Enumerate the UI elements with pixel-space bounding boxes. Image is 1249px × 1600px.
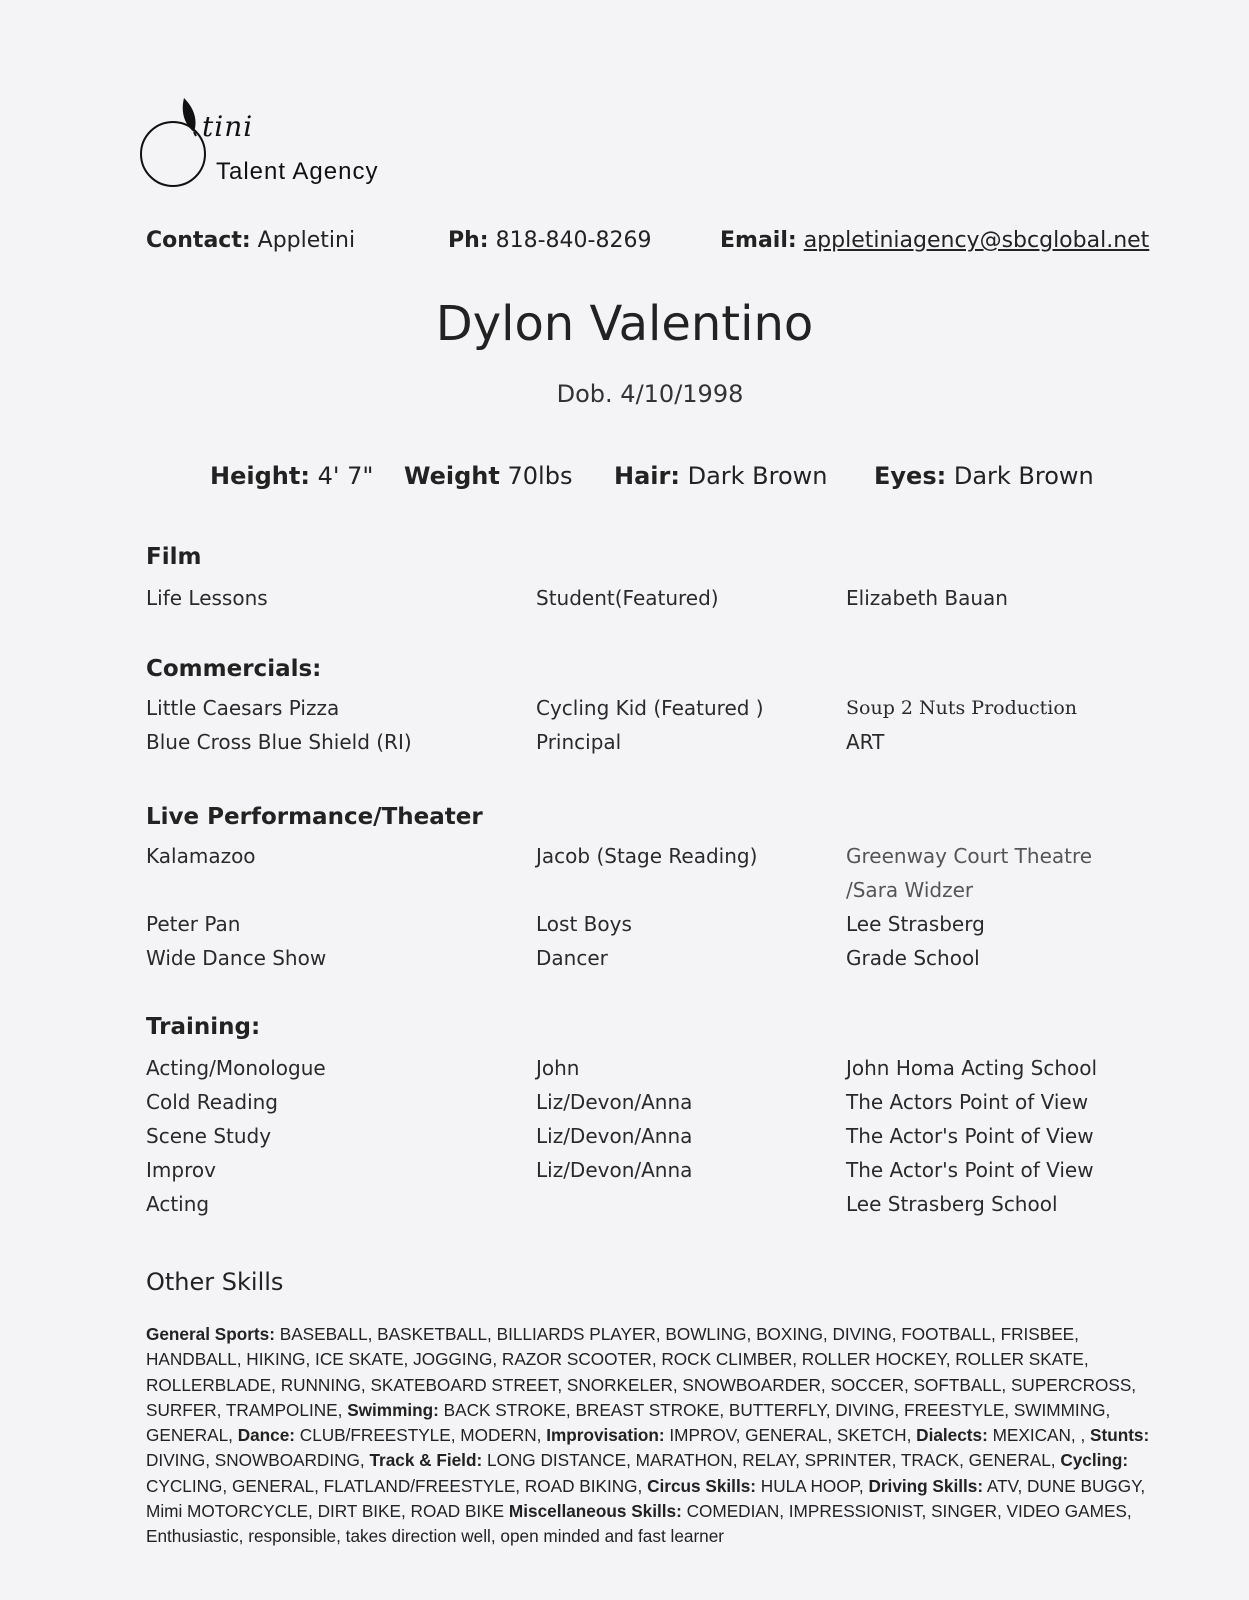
skills-paragraph bbox=[146, 1322, 1156, 1550]
phone-label: Ph: bbox=[448, 228, 489, 253]
weight-value: 70lbs bbox=[507, 462, 573, 490]
track-label: Track & Field: bbox=[369, 1450, 483, 1471]
training-subject: Improv bbox=[146, 1158, 216, 1182]
dialects-label: Dialects: bbox=[916, 1425, 988, 1446]
theater-company: Lee Strasberg bbox=[846, 912, 985, 936]
training-subject: Acting bbox=[146, 1192, 210, 1216]
training-school: The Actor's Point of View bbox=[846, 1158, 1094, 1182]
theater-company: Grade School bbox=[846, 946, 980, 970]
eyes-label: Eyes: bbox=[874, 462, 947, 490]
commercial-company: ART bbox=[846, 730, 885, 754]
commercial-title: Blue Cross Blue Shield (RI) bbox=[146, 730, 412, 754]
eyes-stat bbox=[874, 462, 1094, 490]
theater-role: Lost Boys bbox=[536, 912, 632, 936]
weight-stat bbox=[404, 462, 572, 490]
training-heading: Training: bbox=[146, 1014, 261, 1040]
cycling-label: Cycling: bbox=[1060, 1450, 1129, 1471]
driving-label: Driving Skills: bbox=[868, 1475, 984, 1496]
swimming-label: Swimming: bbox=[347, 1399, 439, 1420]
actor-name: Dylon Valentino bbox=[435, 296, 814, 352]
stunts-list: DIVING, SNOWBOARDING, bbox=[146, 1450, 365, 1471]
theater-heading: Live Performance/Theater bbox=[146, 804, 483, 830]
email-info bbox=[720, 228, 1149, 253]
apple-logo-icon bbox=[136, 92, 226, 202]
improvisation-list: IMPROV, GENERAL, SKETCH, bbox=[669, 1425, 912, 1446]
stunts-label: Stunts: bbox=[1090, 1425, 1150, 1446]
height-value: 4' 7" bbox=[317, 462, 374, 490]
commercial-title: Little Caesars Pizza bbox=[146, 696, 340, 720]
training-teacher: Liz/Devon/Anna bbox=[536, 1158, 693, 1182]
dialects-list: MEXICAN, , bbox=[992, 1425, 1086, 1446]
film-role: Student(Featured) bbox=[536, 586, 719, 610]
track-list: LONG DISTANCE, MARATHON, RELAY, SPRINTER, TRACK, GENERAL, bbox=[486, 1450, 1056, 1471]
misc-label: Miscellaneous Skills: bbox=[508, 1501, 682, 1522]
weight-label: Weight bbox=[404, 462, 500, 490]
driving-list: ATV, DUNE BUGGY, Mimi MOTORCYCLE, DIRT BIKE, ROAD BIKE bbox=[146, 1475, 1146, 1522]
training-school: The Actor's Point of View bbox=[846, 1124, 1094, 1148]
height-stat bbox=[210, 462, 373, 490]
film-heading: Film bbox=[146, 544, 202, 570]
date-of-birth: Dob. 4/10/1998 bbox=[556, 380, 744, 408]
contact-label: Contact: bbox=[146, 228, 251, 253]
swimming-list: BACK STROKE, BREAST STROKE, BUTTERFLY, DIVING, FREESTYLE, SWIMMING, GENERAL, bbox=[146, 1399, 1111, 1446]
theater-company-line2: /Sara Widzer bbox=[846, 878, 974, 902]
theater-title: Kalamazoo bbox=[146, 844, 256, 868]
training-subject: Cold Reading bbox=[146, 1090, 278, 1114]
other-skills-heading: Other Skills bbox=[146, 1268, 284, 1296]
training-school: The Actors Point of View bbox=[846, 1090, 1089, 1114]
film-title: Life Lessons bbox=[146, 586, 268, 610]
commercial-role: Cycling Kid (Featured ) bbox=[536, 696, 764, 720]
misc-list: COMEDIAN, IMPRESSIONIST, SINGER, VIDEO GAMES, Enthusiastic, responsible, takes direction well, open minded and fast learner bbox=[146, 1501, 1132, 1547]
commercial-role: Principal bbox=[536, 730, 622, 754]
training-teacher: Liz/Devon/Anna bbox=[536, 1090, 693, 1114]
theater-title: Wide Dance Show bbox=[146, 946, 327, 970]
theater-title: Peter Pan bbox=[146, 912, 241, 936]
contact-info bbox=[146, 228, 355, 253]
training-subject: Scene Study bbox=[146, 1124, 272, 1148]
contact-value: Appletini bbox=[257, 228, 356, 253]
theater-company: Greenway Court Theatre bbox=[846, 844, 1093, 868]
improvisation-label: Improvisation: bbox=[546, 1425, 665, 1446]
height-label: Height: bbox=[210, 462, 310, 490]
theater-role: Jacob (Stage Reading) bbox=[536, 844, 758, 868]
training-school: John Homa Acting School bbox=[846, 1056, 1098, 1080]
dance-label: Dance: bbox=[237, 1425, 296, 1446]
circus-list: HULA HOOP, bbox=[760, 1475, 864, 1496]
email-label: Email: bbox=[720, 228, 797, 253]
general-sports-label: General Sports: bbox=[146, 1324, 275, 1344]
commercial-company: Soup 2 Nuts Production bbox=[846, 697, 1078, 719]
email-link[interactable]: appletiniagency@sbcglobal.net bbox=[803, 228, 1150, 253]
circus-label: Circus Skills: bbox=[647, 1475, 757, 1496]
cycling-list: CYCLING, GENERAL, FLATLAND/FREESTYLE, ROAD BIKING, bbox=[146, 1475, 643, 1496]
logo-agency-name: Talent Agency bbox=[216, 158, 379, 185]
training-subject: Acting/Monologue bbox=[146, 1056, 326, 1080]
general-sports-list: BASEBALL, BASKETBALL, BILLIARDS PLAYER, BOWLING, BOXING, DIVING, FOOTBALL, FRISBEE, HANDBALL, HIKING, ICE SKATE, JOGGING, RAZOR SCOOTER, ROCK CLIMBER, ROLLER HOCKEY, ROLLER SKATE, ROLLERBLADE, RUNNING, SKATEBOARD STREET, SNORKELER, SNOWBOARDER, SOCCER, SOFTBALL, SUPERCROSS, SURFER, TRAMPOLINE, bbox=[146, 1324, 1137, 1420]
logo-script-text: tini bbox=[202, 110, 254, 143]
training-teacher: John bbox=[536, 1056, 580, 1080]
hair-value: Dark Brown bbox=[687, 462, 828, 490]
film-company: Elizabeth Bauan bbox=[846, 586, 1008, 610]
commercials-heading: Commercials: bbox=[146, 656, 322, 682]
dance-list: CLUB/FREESTYLE, MODERN, bbox=[299, 1425, 542, 1446]
phone-info bbox=[448, 228, 651, 253]
phone-value: 818-840-8269 bbox=[495, 228, 652, 253]
training-teacher: Liz/Devon/Anna bbox=[536, 1124, 693, 1148]
hair-stat bbox=[614, 462, 828, 490]
training-school: Lee Strasberg School bbox=[846, 1192, 1058, 1216]
hair-label: Hair: bbox=[614, 462, 680, 490]
eyes-value: Dark Brown bbox=[953, 462, 1094, 490]
agency-logo bbox=[136, 92, 396, 202]
theater-role: Dancer bbox=[536, 946, 608, 970]
